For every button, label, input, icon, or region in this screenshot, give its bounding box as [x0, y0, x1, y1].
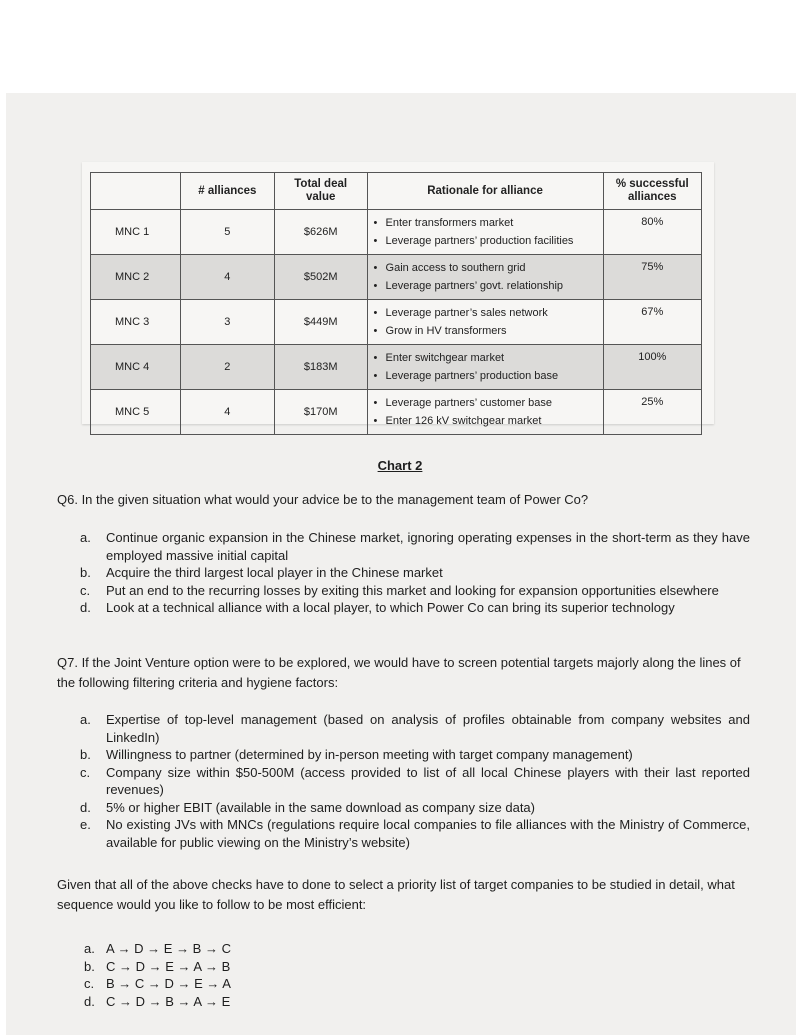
cell-success: 75%	[603, 255, 701, 300]
cell-alliances: 3	[180, 300, 274, 345]
cell-mnc: MNC 5	[91, 390, 181, 435]
table-row	[91, 210, 702, 255]
header-deal-value: Total deal value	[274, 173, 367, 210]
sequence-option-d: d. C → D → B → A → E	[84, 993, 231, 1009]
bullet-icon: •	[373, 397, 378, 409]
q6-options	[80, 529, 750, 617]
bullet-icon: •	[373, 370, 378, 382]
bullet-icon: •	[373, 262, 378, 274]
q7-option-b: b. Willingness to partner (determined by in-person meeting with target company management)	[80, 747, 633, 762]
cell-alliances: 5	[180, 210, 274, 255]
q6-option-d: d. Look at a technical alliance with a local player, to which Power Co can bring its superior technology	[80, 600, 675, 615]
cell-alliances: 4	[180, 390, 274, 435]
q6-option-b: b. Acquire the third largest local player in the Chinese market	[80, 565, 443, 580]
sequence-option-a: a. A → D → E → B → C	[84, 941, 231, 956]
cell-rationale	[367, 300, 603, 345]
cell-rationale	[367, 255, 603, 300]
rationale-item: • Grow in HV transformers	[374, 322, 599, 340]
q7-option-c: c. Company size within $50-500M (access provided to list of all local Chinese players with their last reported revenues)	[80, 764, 750, 797]
q7-option-e: e. No existing JVs with MNCs (regulations require local companies to file alliances with the Ministry of Commerce, available for public viewing on the Ministry’s website)	[80, 817, 750, 850]
rationale-item: • Gain access to southern grid	[374, 259, 599, 277]
table-row	[91, 255, 702, 300]
q7-option-a: a. Expertise of top-level management (based on analysis of profiles obtainable from company websites and LinkedIn)	[80, 712, 750, 745]
cell-mnc: MNC 2	[91, 255, 181, 300]
cell-rationale	[367, 210, 603, 255]
q7-question: Q7. If the Joint Venture option were to be explored, we would have to screen potential targets majorly along the lines of the following filtering criteria and hygiene factors:	[57, 655, 741, 690]
rationale-item: • Leverage partner’s sales network	[374, 304, 599, 322]
rationale-item: • Leverage partners’ govt. relationship	[374, 277, 599, 295]
cell-mnc: MNC 3	[91, 300, 181, 345]
rationale-item: • Leverage partners’ production base	[374, 367, 599, 385]
bullet-icon: •	[373, 307, 378, 319]
sequence-option-c: c. B → C → D → E → A	[84, 976, 231, 991]
cell-deal-value: $170M	[274, 390, 367, 435]
table-header-row	[91, 173, 702, 210]
bullet-icon: •	[373, 352, 378, 364]
header-rationale: Rationale for alliance	[367, 173, 603, 210]
header-alliances: # alliances	[180, 173, 274, 210]
cell-rationale	[367, 345, 603, 390]
bullet-icon: •	[373, 280, 378, 292]
cell-success: 25%	[603, 390, 701, 435]
table-row	[91, 390, 702, 435]
cell-rationale	[367, 390, 603, 435]
cell-deal-value: $626M	[274, 210, 367, 255]
header-blank	[91, 173, 181, 210]
rationale-item: • Enter 126 kV switchgear market	[374, 412, 599, 430]
cell-alliances: 4	[180, 255, 274, 300]
bullet-icon: •	[373, 235, 378, 247]
cell-deal-value: $183M	[274, 345, 367, 390]
cell-deal-value: $449M	[274, 300, 367, 345]
bullet-icon: •	[373, 325, 378, 337]
rationale-item: • Enter switchgear market	[374, 349, 599, 367]
q7-sequences	[84, 940, 231, 1010]
q6-option-c: c. Put an end to the recurring losses by exiting this market and looking for expansion opportunities elsewhere	[80, 582, 719, 598]
table-row	[91, 345, 702, 390]
bullet-icon: •	[373, 217, 378, 229]
cell-success: 80%	[603, 210, 701, 255]
cell-deal-value: $502M	[274, 255, 367, 300]
chart-caption: Chart 2	[377, 458, 423, 473]
rationale-item: • Enter transformers market	[374, 214, 599, 232]
alliances-table	[90, 172, 702, 435]
cell-mnc: MNC 4	[91, 345, 181, 390]
bullet-icon: •	[373, 415, 378, 427]
table-row	[91, 300, 702, 345]
q6-option-a: a. Continue organic expansion in the Chinese market, ignoring operating expenses in the short-term as they have employed massive initial capital	[80, 530, 750, 563]
sequence-option-b: b. C → D → E → A → B	[84, 958, 231, 974]
rationale-item: • Leverage partners’ customer base	[374, 394, 599, 412]
q7-options	[80, 711, 750, 851]
q7-followup: Given that all of the above checks have to done to select a priority list of target companies to be studied in detail, what sequence would you like to follow to be most efficient:	[57, 877, 735, 912]
q7-option-d: d. 5% or higher EBIT (available in the same download as company size data)	[80, 799, 535, 815]
rationale-item: • Leverage partners’ production facilities	[374, 232, 599, 250]
q6-question: Q6. In the given situation what would your advice be to the management team of Power Co?	[57, 492, 589, 507]
cell-mnc: MNC 1	[91, 210, 181, 255]
cell-alliances: 2	[180, 345, 274, 390]
cell-success: 67%	[603, 300, 701, 345]
cell-success: 100%	[603, 345, 701, 390]
header-success: % successful alliances	[603, 173, 701, 210]
